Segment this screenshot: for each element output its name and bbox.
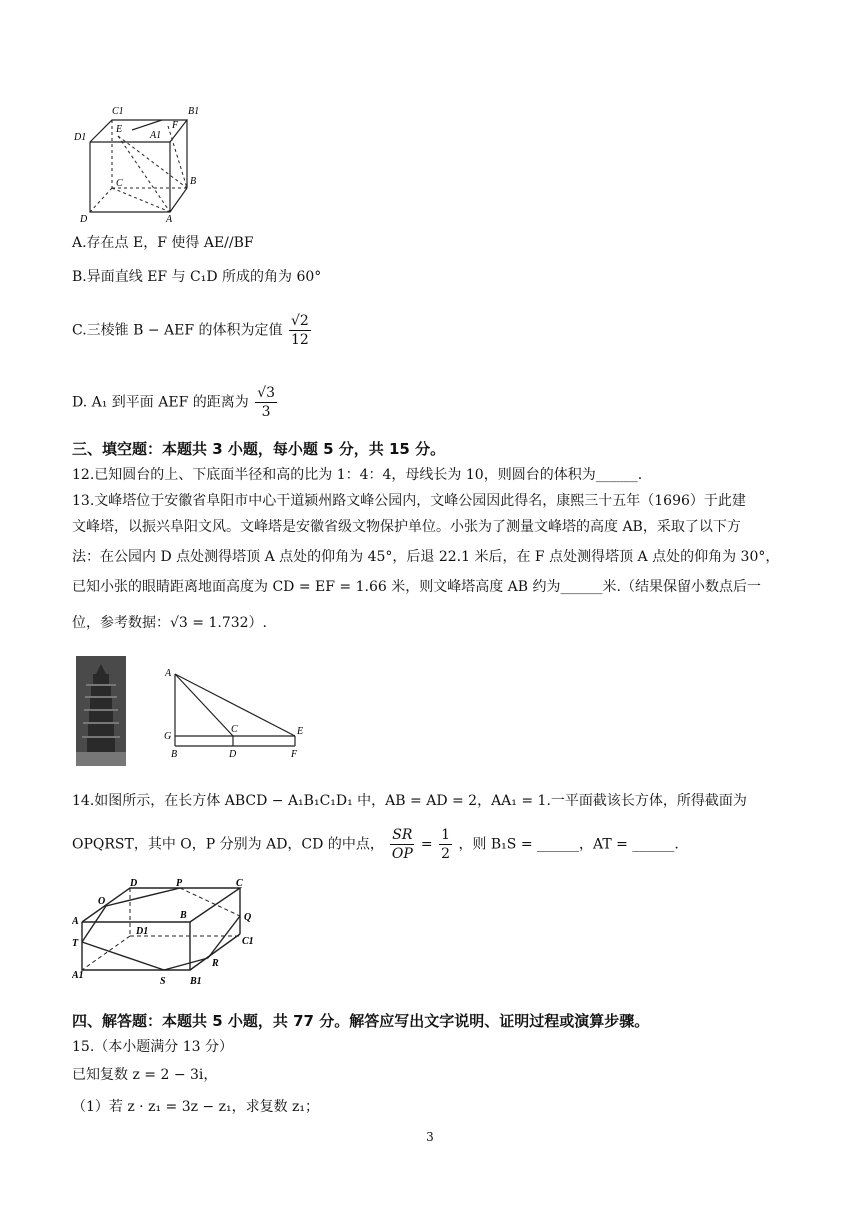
- cuboid-label: T: [72, 938, 79, 949]
- denominator: 2: [441, 846, 450, 862]
- cuboid-label: P: [176, 878, 183, 889]
- option-c-fraction: [289, 312, 311, 349]
- question-13-line3: 法：在公园内 D 点处测得塔顶 A 点处的仰角为 45°，后退 22.1 米后，在 F 点处测得塔顶 A 点处的仰角为 30°，: [72, 549, 780, 565]
- cuboid-label: B1: [190, 976, 202, 987]
- numerator: SR: [392, 827, 413, 843]
- question-15-line1: 已知复数 z = 2 − 3i，: [72, 1067, 218, 1083]
- cube-label: C: [116, 178, 123, 189]
- tower-label: A: [165, 668, 172, 679]
- q14-fraction-sr-op: [390, 826, 414, 863]
- section-4-title: 四、解答题：本题共 5 小题，共 77 分。解答应写出文字说明、证明过程或演算步骤。: [72, 1012, 650, 1030]
- option-b: B.异面直线 EF 与 C₁D 所成的角为 60°: [72, 269, 322, 285]
- option-d: [72, 384, 279, 421]
- pagoda-icon: [76, 656, 126, 766]
- q14-text: OPQRST，其中 O，P 分别为 AD，CD 的中点，: [72, 836, 384, 853]
- question-13-line2: 文峰塔，以振兴阜阳文风。文峰塔是安徽省级文物保护单位。小张为了测量文峰塔的高度 AB，采取了以下方: [72, 519, 741, 535]
- tower-label: F: [291, 749, 298, 758]
- q14-fraction-half: [439, 826, 452, 863]
- cuboid-label: S: [160, 976, 166, 987]
- cuboid-label: D1: [136, 926, 149, 937]
- question-13-line5: 位，参考数据：√3 = 1.732）.: [72, 615, 267, 631]
- numerator: √3: [257, 385, 276, 401]
- cuboid-label: R: [212, 958, 219, 969]
- page-number: 3: [426, 1130, 434, 1144]
- section-3-title: 三、填空题：本题共 3 小题，每小题 5 分，共 15 分。: [72, 440, 446, 458]
- question-13-line4: 已知小张的眼睛距离地面高度为 CD = EF = 1.66 米，则文峰塔高度 AB 约为______米.（结果保留小数点后一: [72, 579, 761, 595]
- cube-label: C1: [112, 106, 124, 117]
- cuboid-label: B: [180, 910, 187, 921]
- cube-label: D: [80, 214, 88, 225]
- tower-label: B: [171, 749, 178, 758]
- cuboid-figure: [72, 874, 262, 994]
- numerator: √2: [290, 313, 309, 329]
- cuboid-label: A1: [72, 970, 84, 981]
- option-a: A.存在点 E，F 使得 AE//BF: [72, 235, 254, 251]
- cube-label: B1: [188, 106, 200, 117]
- option-c-text: C.三棱锥 B − AEF 的体积为定值: [72, 322, 283, 339]
- tower-diagram: [160, 664, 310, 758]
- tower-photo: [76, 656, 126, 766]
- tower-label: C: [231, 724, 238, 735]
- cube-label: A: [166, 214, 173, 225]
- cuboid-label: Q: [244, 912, 252, 923]
- cube-figure: [72, 100, 212, 225]
- cube-label: B: [190, 176, 197, 187]
- question-15-heading: 15.（本小题满分 13 分）: [72, 1039, 233, 1055]
- option-d-fraction: [255, 384, 277, 421]
- denominator: 3: [261, 404, 271, 420]
- option-d-text: D. A₁ 到平面 AEF 的距离为: [72, 394, 249, 411]
- denominator: 12: [290, 332, 309, 348]
- tower-label: E: [297, 726, 304, 737]
- cuboid-label: C: [236, 878, 243, 889]
- cube-label: F: [172, 120, 179, 131]
- denominator: OP: [391, 846, 413, 862]
- question-12: 12.已知圆台的上、下底面半径和高的比为 1：4：4，母线长为 10，则圆台的体积为______.: [72, 467, 643, 483]
- cuboid-label: O: [98, 896, 106, 907]
- tower-label: D: [229, 749, 237, 758]
- cuboid-label: D: [130, 878, 138, 889]
- q14-answer-blanks: ，则 B₁S = ______，AT = ______.: [458, 836, 679, 853]
- cube-label: D1: [74, 132, 87, 143]
- question-15-part1: （1）若 z · z₁ = 3z − z₁，求复数 z₁；: [72, 1099, 320, 1115]
- numerator: 1: [441, 827, 450, 843]
- equals-sign: =: [420, 836, 433, 853]
- question-14-line2: [72, 826, 679, 863]
- cuboid-label: A: [72, 916, 79, 927]
- cube-label: E: [116, 124, 123, 135]
- cube-label: A1: [150, 130, 162, 141]
- tower-label: G: [164, 731, 172, 742]
- option-c: [72, 312, 313, 349]
- question-13-line1: 13.文峰塔位于安徽省阜阳市中心干道颍州路文峰公园内，文峰公园因此得名，康熙三十五年（1696）于此建: [72, 493, 746, 509]
- question-14-line1: 14.如图所示，在长方体 ABCD − A₁B₁C₁D₁ 中，AB = AD = 2，AA₁ = 1.一平面截该长方体，所得截面为: [72, 793, 747, 809]
- cuboid-label: C1: [242, 936, 254, 947]
